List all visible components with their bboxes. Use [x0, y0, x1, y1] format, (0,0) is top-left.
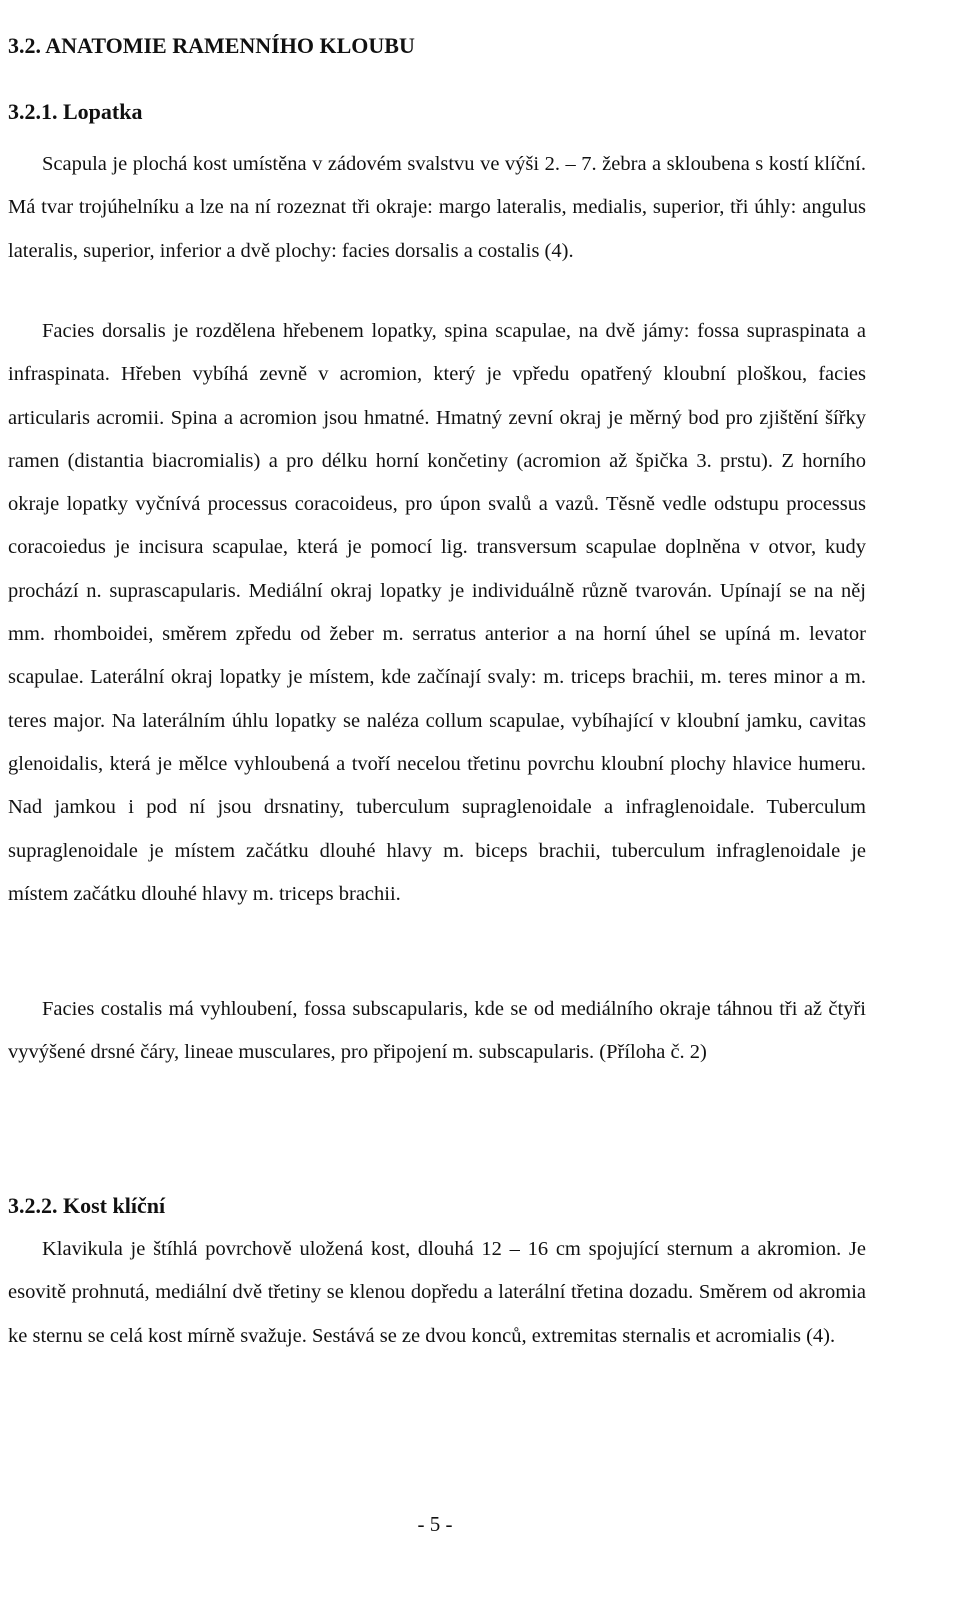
- paragraph-facies-dorsalis: Facies dorsalis je rozdělena hřebenem lopatky, spina scapulae, na dvě jámy: fossa supraspinata a infraspinata. Hřeben vybíhá zevně v acromion, který je vpředu opatřený kloubní ploškou, facies articularis acromii. Spina a acromion jsou hmatné. Hmatný zevní okraj je měrný bod pro zjištění šířky ramen (distantia biacromialis) a pro délku horní končetiny (acromion až špička 3. prstu). Z horního okraje lopatky vyčnívá processus coracoideus, pro úpon svalů a vazů. Těsně vedle odstupu processus coracoiedus je incisura scapulae, která je pomocí lig. transversum scapulae doplněna v otvor, kudy prochází n. suprascapularis. Mediální okraj lopatky je individuálně různě tvarován. Upínají se na něj mm. rhomboidei, směrem zpředu od žeber m. serratus anterior a na horní úhel se upíná m. levator scapulae. Laterální okraj lopatky je místem, kde začínají svaly: m. triceps brachii, m. teres minor a m. teres major. Na laterálním úhlu lopatky se naléza collum scapulae, vybíhající v kloubní jamku, cavitas glenoidalis, která je mělce vyhloubená a tvoří necelou třetinu povrchu kloubní plochy hlavice humeru. Nad jamkou i pod ní jsou drsnatiny, tuberculum supraglenoidale a infraglenoidale. Tuberculum supraglenoidale je místem začátku dlouhé hlavy m. biceps brachii, tuberculum infraglenoidale je místem začátku dlouhé hlavy m. triceps brachii.: [8, 320, 866, 905]
- subsection-heading-scapula: 3.2.1. Lopatka: [8, 99, 143, 124]
- paragraph-clavicle-intro: Klavikula je štíhlá povrchově uložená kost, dlouhá 12 – 16 cm spojující sternum a akromion. Je esovitě prohnutá, mediální dvě třetiny se klenou dopředu a laterální třetina dozadu. Směrem od akromia ke sternu se celá kost mírně svažuje. Sestává se ze dvou konců, extremitas sternalis et acromialis (4).: [8, 1238, 866, 1347]
- subsection-heading-clavicle: 3.2.2. Kost klíční: [8, 1193, 166, 1218]
- paragraph-facies-costalis: Facies costalis má vyhloubení, fossa subscapularis, kde se od mediálního okraje táhnou tři až čtyři vyvýšené drsné čáry, lineae musculares, pro připojení m. subscapularis. (Příloha č. 2): [8, 998, 866, 1064]
- section-heading: 3.2. ANATOMIE RAMENNÍHO KLOUBU: [8, 33, 415, 58]
- paragraph-scapula-intro: Scapula je plochá kost umístěna v zádovém svalstvu ve výši 2. – 7. žebra a skloubena s kostí klíční. Má tvar trojúhelníku a lze na ní rozeznat tři okraje: margo lateralis, medialis, superior, tři úhly: angulus lateralis, superior, inferior a dvě plochy: facies dorsalis a costalis (4).: [8, 153, 866, 262]
- page-number: - 5 -: [417, 1512, 453, 1536]
